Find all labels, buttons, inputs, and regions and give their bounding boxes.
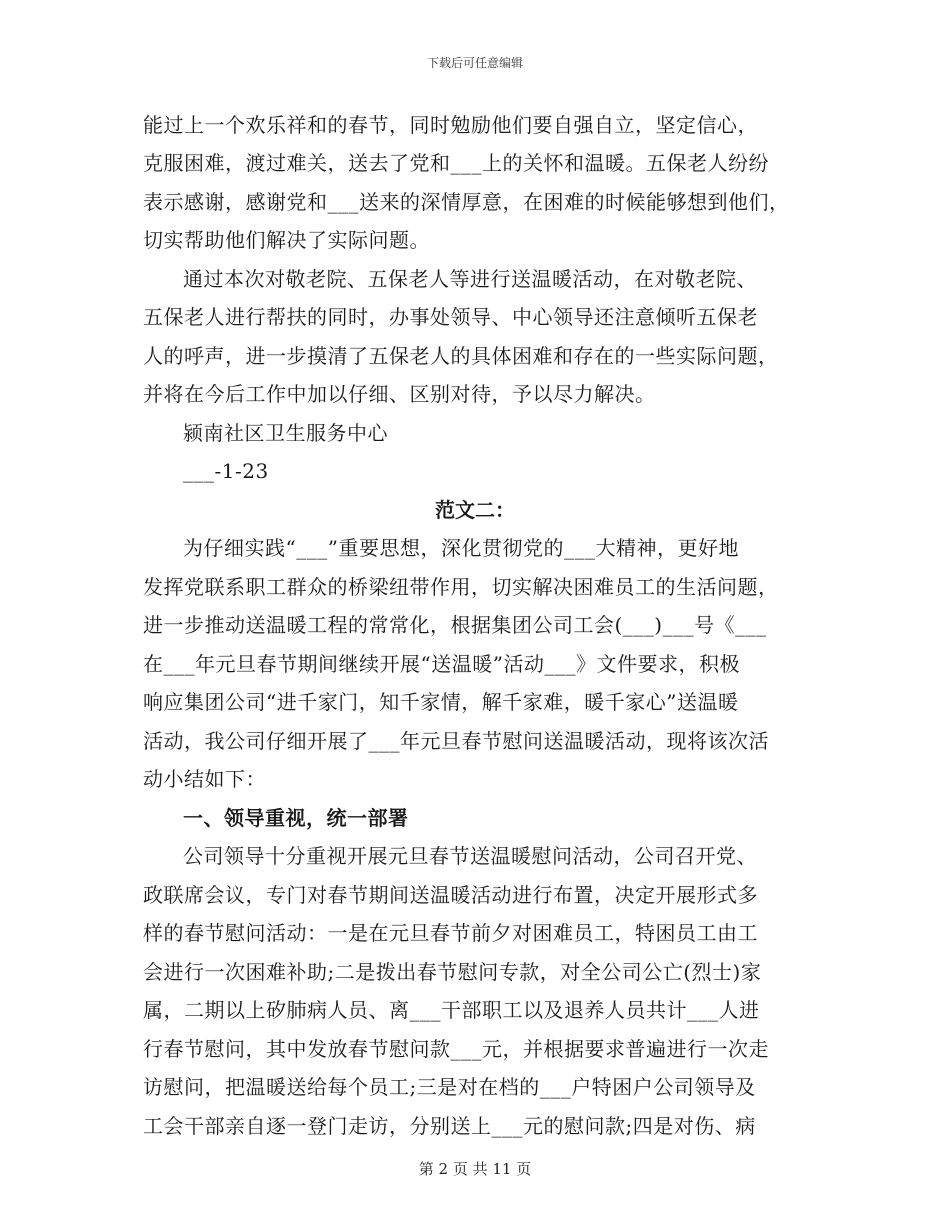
text-line: 属，二期以上矽肺病人员、离___干部职工以及退养人员共计___人进	[143, 998, 760, 1022]
text-line: 五保老人进行帮扶的同时，办事处领导、中心领导还注意倾听五保老	[143, 305, 758, 329]
text-line: 动小结如下：	[143, 767, 266, 791]
text-line: 活动，我公司仔细开展了___年元旦春节慰问送温暖活动，现将该次活	[143, 729, 769, 753]
text-line: 行春节慰问，其中发放春节慰问款___元，并根据要求普遍进行一次走	[143, 1037, 769, 1061]
text-line: 克服困难，渡过难关，送去了党和___上的关怀和温暖。五保老人纷纷	[143, 151, 769, 175]
text-line: 政联席会议，专门对春节期间送温暖活动进行布置，决定开展形式多	[143, 883, 758, 907]
text-line: 表示感谢，感谢党和___送来的深情厚意，在困难的时候能够想到他们，	[143, 190, 790, 214]
text-line: 切实帮助他们解决了实际问题。	[143, 228, 430, 252]
text-line: 公司领导十分重视开展元旦春节送温暖慰问活动，公司召开党、	[183, 844, 757, 868]
header-note: 下载后可任意编辑	[426, 56, 523, 70]
text-line: 在___年元旦春节期间继续开展“送温暖”活动___》文件要求，积极	[143, 652, 740, 676]
text-line: 会进行一次困难补助;二是拨出春节慰问专款，对全公司公亡(烈士)家	[143, 960, 762, 984]
text-line: 响应集团公司“进千家门，知千家情，解千家难，暖千家心”送温暖	[143, 690, 739, 714]
text-line: 人的呼声，进一步摸清了五保老人的具体困难和存在的一些实际问题，	[143, 344, 779, 368]
section-title: 范文二：	[435, 498, 515, 522]
text-line: 工会干部亲自逐一登门走访，分别送上___元的慰问款;四是对伤、病	[143, 1114, 756, 1138]
subheading: 一、领导重视，统一部署	[183, 806, 409, 830]
text-line: 访慰问，把温暖送给每个员工;三是对在档的___户特困户公司领导及	[143, 1075, 756, 1099]
text-line: 为仔细实践“___”重要思想，深化贯彻党的___大精神，更好地	[183, 536, 739, 560]
text-line: 发挥党联系职工群众的桥梁纽带作用，切实解决困难员工的生活问题，	[143, 575, 779, 599]
signature-org: 颍南社区卫生服务中心	[183, 421, 388, 445]
text-line: 样的春节慰问活动：一是在元旦春节前夕对困难员工，特困员工由工	[143, 921, 758, 945]
text-line: 能过上一个欢乐祥和的春节，同时勉励他们要自强自立，坚定信心，	[143, 113, 758, 137]
signature-date: ___-1-23	[183, 459, 269, 483]
page-number: 第 2 页 共 11 页	[418, 1160, 532, 1178]
text-line: 通过本次对敬老院、五保老人等进行送温暖活动，在对敬老院、	[183, 267, 757, 291]
text-line: 进一步推动送温暖工程的常常化，根据集团公司工会(___)___号《___	[143, 613, 767, 637]
text-line: 并将在今后工作中加以仔细、区别对待，予以尽力解决。	[143, 382, 656, 406]
